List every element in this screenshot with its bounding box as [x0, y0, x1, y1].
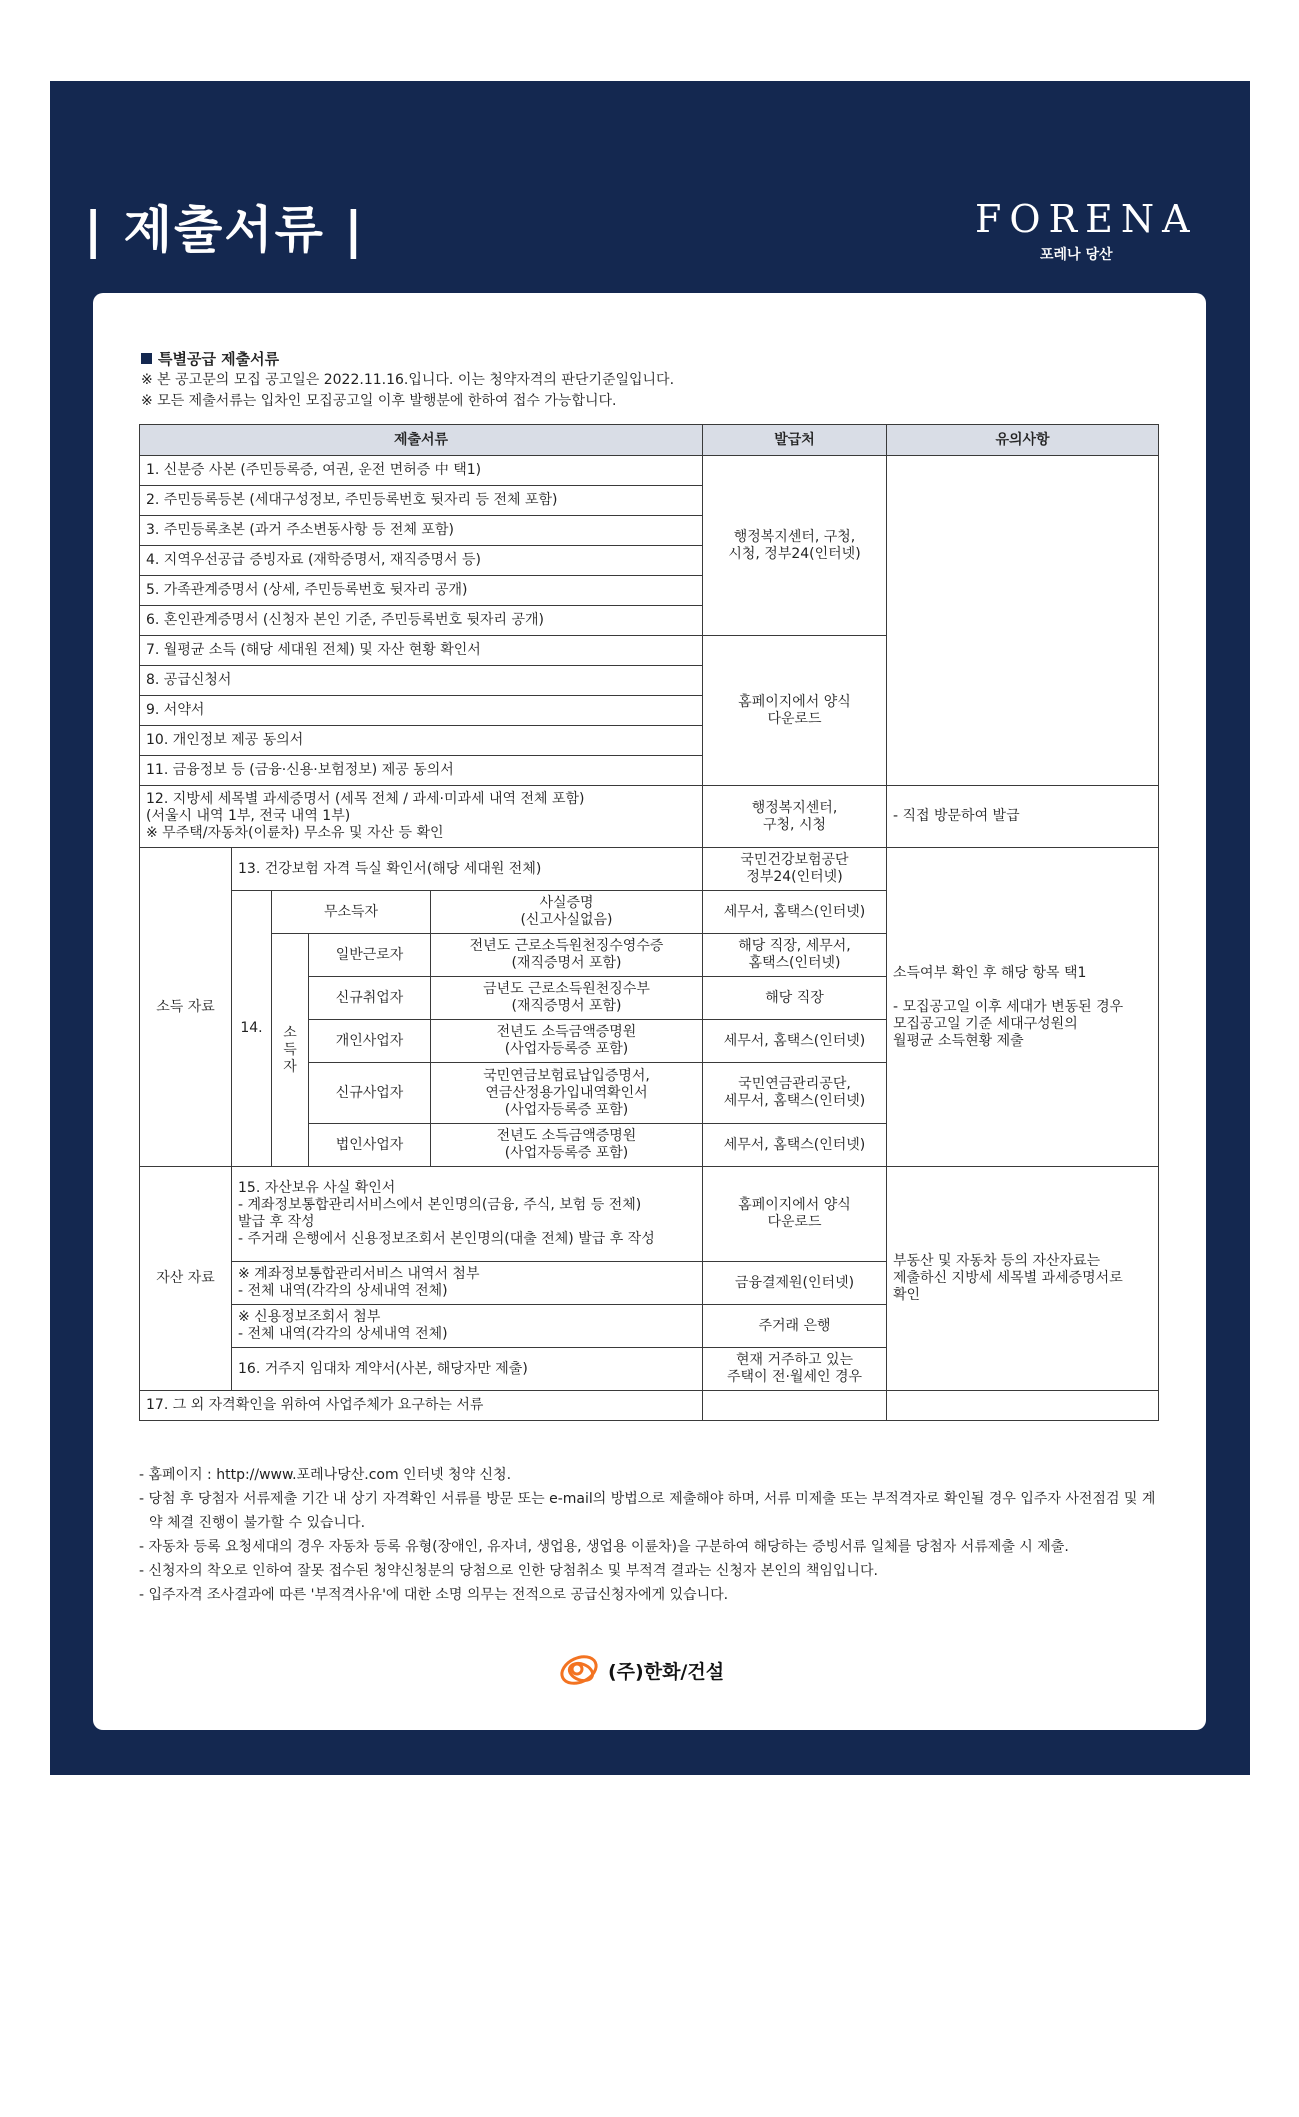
- income-doc: 전년도 소득금액증명원 (사업자등록증 포함): [431, 1020, 703, 1063]
- doc-row: 10. 개인정보 제공 동의서: [140, 726, 703, 756]
- doc-row: 7. 월평균 소득 (해당 세대원 전체) 및 자산 현황 확인서: [140, 636, 703, 666]
- notes-line: ※ 모든 제출서류는 입차인 모집공고일 이후 발행분에 한하여 접수 가능합니다.: [141, 393, 617, 409]
- footer-notes: [139, 1463, 1159, 1607]
- documents-table: [139, 424, 1159, 1421]
- issuer-cell: 현재 거주하고 있는 주택이 전·월세인 경우: [703, 1348, 887, 1391]
- logo-subtitle: 포레나 당산: [1040, 247, 1113, 263]
- hanwha-logo-icon: [556, 1651, 602, 1689]
- footer-line: - 입주자격 조사결과에 따른 '부적격사유'에 대한 소명 의무는 전적으로 공급신청자에게 있습니다.: [139, 1587, 729, 1603]
- income-doc: 사실증명 (신고사실없음): [431, 891, 703, 934]
- notes-cell: [887, 456, 1159, 786]
- income-doc: 전년도 소득금액증명원 (사업자등록증 포함): [431, 1124, 703, 1167]
- issuer-cell: 세무서, 홈택스(인터넷): [703, 1124, 887, 1167]
- doc-row: ※ 계좌정보통합관리서비스 내역서 첨부 - 전체 내역(각각의 상세내역 전체): [232, 1262, 703, 1305]
- issuer-cell: 세무서, 홈택스(인터넷): [703, 891, 887, 934]
- doc-row: 13. 건강보험 자격 득실 확인서(해당 세대원 전체): [232, 848, 703, 891]
- notes-cell: 부동산 및 자동차 등의 자산자료는 제출하신 지방세 세목별 과세증명서로 확인: [887, 1167, 1159, 1391]
- header-notes: 유의사항: [887, 425, 1159, 456]
- issuer-cell: 국민연금관리공단, 세무서, 홈택스(인터넷): [703, 1063, 887, 1124]
- header-documents: 제출서류: [140, 425, 703, 456]
- footer-line: - 자동차 등록 요청세대의 경우 자동차 등록 유형(장애인, 유자녀, 생업용, 생업용 이륜차)을 구분하여 해당하는 증빙서류 일체를 당첨자 서류제출 시 제출.: [139, 1539, 1069, 1555]
- doc-row: 3. 주민등록초본 (과거 주소변동사항 등 전체 포함): [140, 516, 703, 546]
- income-doc: 국민연금보험료납입증명서, 연금산정용가입내역확인서 (사업자등록증 포함): [431, 1063, 703, 1124]
- doc-row: 16. 거주지 임대차 계약서(사본, 해당자만 제출): [232, 1348, 703, 1391]
- doc-row: 1. 신분증 사본 (주민등록증, 여권, 운전 면허증 中 택1): [140, 456, 703, 486]
- issuer-cell: [703, 1391, 887, 1421]
- income-type: 신규취업자: [309, 977, 431, 1020]
- issuer-cell: 행정복지센터, 구청, 시청: [703, 786, 887, 848]
- doc-row: 17. 그 외 자격확인을 위하여 사업주체가 요구하는 서류: [140, 1391, 703, 1421]
- issuer-cell: 금융결제원(인터넷): [703, 1262, 887, 1305]
- notes-heading: 특별공급 제출서류: [141, 349, 674, 370]
- doc-row: 5. 가족관계증명서 (상세, 주민등록번호 뒷자리 공개): [140, 576, 703, 606]
- item-number: 14.: [232, 891, 272, 1167]
- doc-row: 12. 지방세 세목별 과세증명서 (세목 전체 / 과세·미과세 내역 전체 포함) (서울시 내역 1부, 전국 내역 1부) ※ 무주택/자동차(이륜차) 무소유 및 자산 등 확인: [140, 786, 703, 848]
- asset-label: 자산 자료: [140, 1167, 232, 1391]
- content-card: [93, 293, 1206, 1730]
- income-type: 일반근로자: [309, 934, 431, 977]
- doc-row: ※ 신용정보조회서 첨부 - 전체 내역(각각의 상세내역 전체): [232, 1305, 703, 1348]
- income-type: 법인사업자: [309, 1124, 431, 1167]
- income-label: 소득 자료: [140, 848, 232, 1167]
- doc-row: 2. 주민등록등본 (세대구성정보, 주민등록번호 뒷자리 등 전체 포함): [140, 486, 703, 516]
- income-type: 개인사업자: [309, 1020, 431, 1063]
- issuer-cell: 해당 직장: [703, 977, 887, 1020]
- notes-cell: [887, 1391, 1159, 1421]
- footer-line: - 홈페이지 : http://www.포레나당산.com 인터넷 청약 신청.: [139, 1467, 512, 1483]
- header-issuer: 발급처: [703, 425, 887, 456]
- income-doc: 전년도 근로소득원천징수영수증 (재직증명서 포함): [431, 934, 703, 977]
- issuer-cell: 해당 직장, 세무서, 홈택스(인터넷): [703, 934, 887, 977]
- square-bullet-icon: [141, 353, 152, 364]
- page-title: | 제출서류 |: [84, 201, 365, 259]
- issuer-cell: 홈페이지에서 양식 다운로드: [703, 1167, 887, 1262]
- issuer-cell: 홈페이지에서 양식 다운로드: [703, 636, 887, 786]
- footer-line: - 신청자의 착오로 인하여 잘못 접수된 청약신청분의 당첨으로 인한 당첨취소 및 부적격 결과는 신청자 본인의 책임입니다.: [139, 1563, 878, 1579]
- issuer-cell: 세무서, 홈택스(인터넷): [703, 1020, 887, 1063]
- issuer-cell: 국민건강보험공단 정부24(인터넷): [703, 848, 887, 891]
- notes-cell: - 직접 방문하여 발급: [887, 786, 1159, 848]
- notes-cell: 소득여부 확인 후 해당 항목 택1 - 모집공고일 이후 세대가 변동된 경우 모집공고일 기준 세대구성원의 월평균 소득현황 제출: [887, 848, 1159, 1167]
- footer-line: - 당첨 후 당첨자 서류제출 기간 내 상기 자격확인 서류를 방문 또는 e-mail의 방법으로 제출해야 하며, 서류 미제출 또는 부적격자로 확인될 경우 입주자 사전점검 및 계약 체결 진행이 불가할 수 있습니다.: [139, 1491, 1156, 1531]
- doc-row: 15. 자산보유 사실 확인서 - 계좌정보통합관리서비스에서 본인명의(금융, 주식, 보험 등 전체) 발급 후 작성 - 주거래 은행에서 신용정보조회서 본인명의(대출 전체) 발급 후 작성: [232, 1167, 703, 1262]
- hanwha-brand: [556, 1651, 724, 1689]
- income-type: 무소득자: [272, 891, 431, 934]
- issuer-cell: 행정복지센터, 구청, 시청, 정부24(인터넷): [703, 456, 887, 636]
- doc-row: 8. 공급신청서: [140, 666, 703, 696]
- doc-row: 4. 지역우선공급 증빙자료 (재학증명서, 재직증명서 등): [140, 546, 703, 576]
- earner-label: 소 득 자: [272, 934, 309, 1167]
- forena-logo: FORENA: [975, 197, 1198, 241]
- brand-name: (주)한화/건설: [608, 1660, 725, 1683]
- income-type: 신규사업자: [309, 1063, 431, 1124]
- issuer-cell: 주거래 은행: [703, 1305, 887, 1348]
- notes: [141, 349, 674, 412]
- doc-row: 6. 혼인관계증명서 (신청자 본인 기준, 주민등록번호 뒷자리 공개): [140, 606, 703, 636]
- doc-row: 9. 서약서: [140, 696, 703, 726]
- notes-line: ※ 본 공고문의 모집 공고일은 2022.11.16.입니다. 이는 청약자격의 판단기준일입니다.: [141, 372, 675, 388]
- doc-row: 11. 금융정보 등 (금융·신용·보험정보) 제공 동의서: [140, 756, 703, 786]
- income-doc: 금년도 근로소득원천징수부 (재직증명서 포함): [431, 977, 703, 1020]
